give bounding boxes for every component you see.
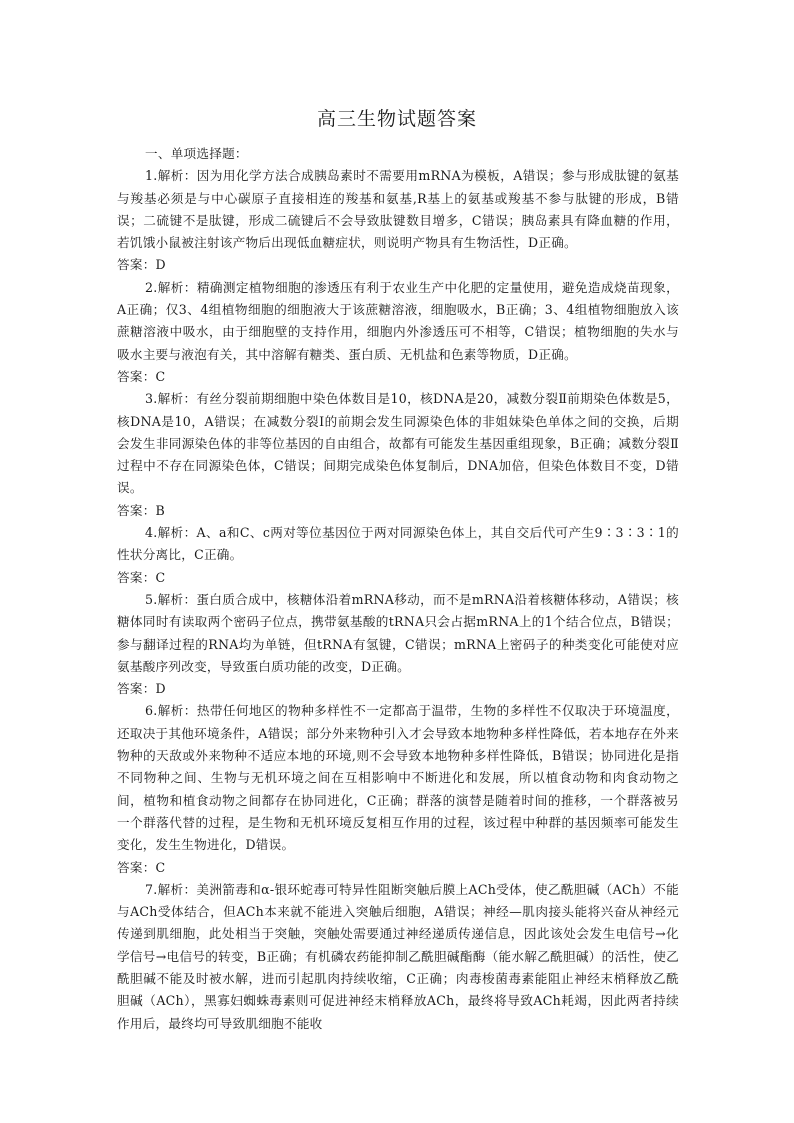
question-explanation: 1.解析：因为用化学方法合成胰岛素时不需要用mRNA为模板，A错误；参与形成肽键的氨基与羧基必须是与中心碳原子直接相连的羧基和氨基,R基上的氨基或羧基不参与肽键的形成，B错误；二硫键不是肽键，形成二硫键后不会导致肽键数目增多，C错误；胰岛素具有降血糖的作用，若饥饿小鼠被注射该产物后出现低血糖症状，则说明产物具有生物活性，D正确。 bbox=[117, 168, 679, 251]
question-answer: 答案：D bbox=[117, 681, 166, 697]
question-explanation: 7.解析：美洲箭毒和α-银环蛇毒可特异性阻断突触后膜上ACh受体，使乙酰胆碱（ACh）不能与ACh受体结合，但ACh本来就不能进入突触后细胞，A错误；神经—肌肉接头能将兴奋从神经元传递到肌细胞，此处相当于突触，突触处需要通过神经递质传递信息，因此该处会发生电信号→化学信号→电信号的转变，B正确；有机磷农药能抑制乙酰胆碱酯酶（能水解乙酰胆碱）的活性，使乙酰胆碱不能及时被水解，进而引起肌肉持续收缩，C正确；肉毒梭菌毒素能阻止神经末梢释放乙酰胆碱（ACh），黑寡妇蜘蛛毒素则可促进神经末梢释放ACh，最终将导致ACh耗竭，因此两者持续作用后，最终均可导致肌细胞不能收 bbox=[117, 881, 679, 1031]
section-heading: 一、单项选择题： bbox=[145, 146, 248, 161]
question-explanation: 5.解析：蛋白质合成中，核糖体沿着mRNA移动，而不是mRNA沿着核糖体移动，A错误；核糖体同时有读取两个密码子位点，携带氨基酸的tRNA只会占据mRNA上的1个结合位点，B错误；参与翻译过程的RNA均为单链，但tRNA有氢键，C错误；mRNA上密码子的种类变化可能使对应氨基酸序列改变，导致蛋白质功能的改变，D正确。 bbox=[117, 591, 679, 674]
question-answer: 答案：C bbox=[117, 859, 166, 875]
question-answer: 答案：B bbox=[117, 502, 166, 518]
question-list bbox=[117, 165, 679, 1035]
question-explanation: 2.解析：精确测定植物细胞的渗透压有利于农业生产中化肥的定量使用，避免造成烧苗现象，A正确；仅3、4组植物细胞的细胞液大于该蔗糖溶液，细胞吸水，B正确；3、4组植物细胞放入该蔗糖溶液中吸水，由于细胞壁的支持作用，细胞内外渗透压可不相等，C错误；植物细胞的失水与吸水主要与液泡有关，其中溶解有糖类、蛋白质、无机盐和色素等物质，D正确。 bbox=[117, 279, 679, 362]
question-answer: 答案：C bbox=[117, 569, 166, 585]
question-answer: 答案：C bbox=[117, 368, 166, 384]
page-title: 高三生物试题答案 bbox=[316, 108, 477, 130]
question-explanation: 3.解析：有丝分裂前期细胞中染色体数目是10，核DNA是20，减数分裂Ⅱ前期染色体数是5，核DNA是10，A错误；在减数分裂Ⅰ的前期会发生同源染色体的非姐妹染色单体之间的交换，后期会发生非同源染色体的非等位基因的自由组合，故都有可能发生基因重组现象，B正确；减数分裂Ⅱ过程中不存在同源染色体，C错误；间期完成染色体复制后，DNA加倍，但染色体数目不变，D错误。 bbox=[117, 391, 679, 496]
question-explanation: 4.解析：A、a和C、c两对等位基因位于两对同源染色体上，其自交后代可产生9∶3∶3∶1的性状分离比，C正确。 bbox=[117, 525, 679, 563]
question-explanation: 6.解析：热带任何地区的物种多样性不一定都高于温带，生物的多样性不仅取决于环境温度，还取决于其他环境条件，A错误；部分外来物种引入才会导致本地物种多样性降低，若本地存在外来物种的天敌或外来物种不适应本地的环境,则不会导致本地物种多样性降低，B错误；协同进化是指不同物种之间、生物与无机环境之间在互相影响中不断进化和发展，所以植食动物和肉食动物之间，植物和植食动物之间都存在协同进化，C正确；群落的演替是随着时间的推移，一个群落被另一个群落代替的过程，是生物和无机环境反复相互作用的过程，该过程中种群的基因频率可能发生变化，发生生物进化，D错误。 bbox=[117, 703, 679, 853]
document-body bbox=[117, 143, 679, 1035]
question-answer: 答案：D bbox=[117, 257, 166, 273]
